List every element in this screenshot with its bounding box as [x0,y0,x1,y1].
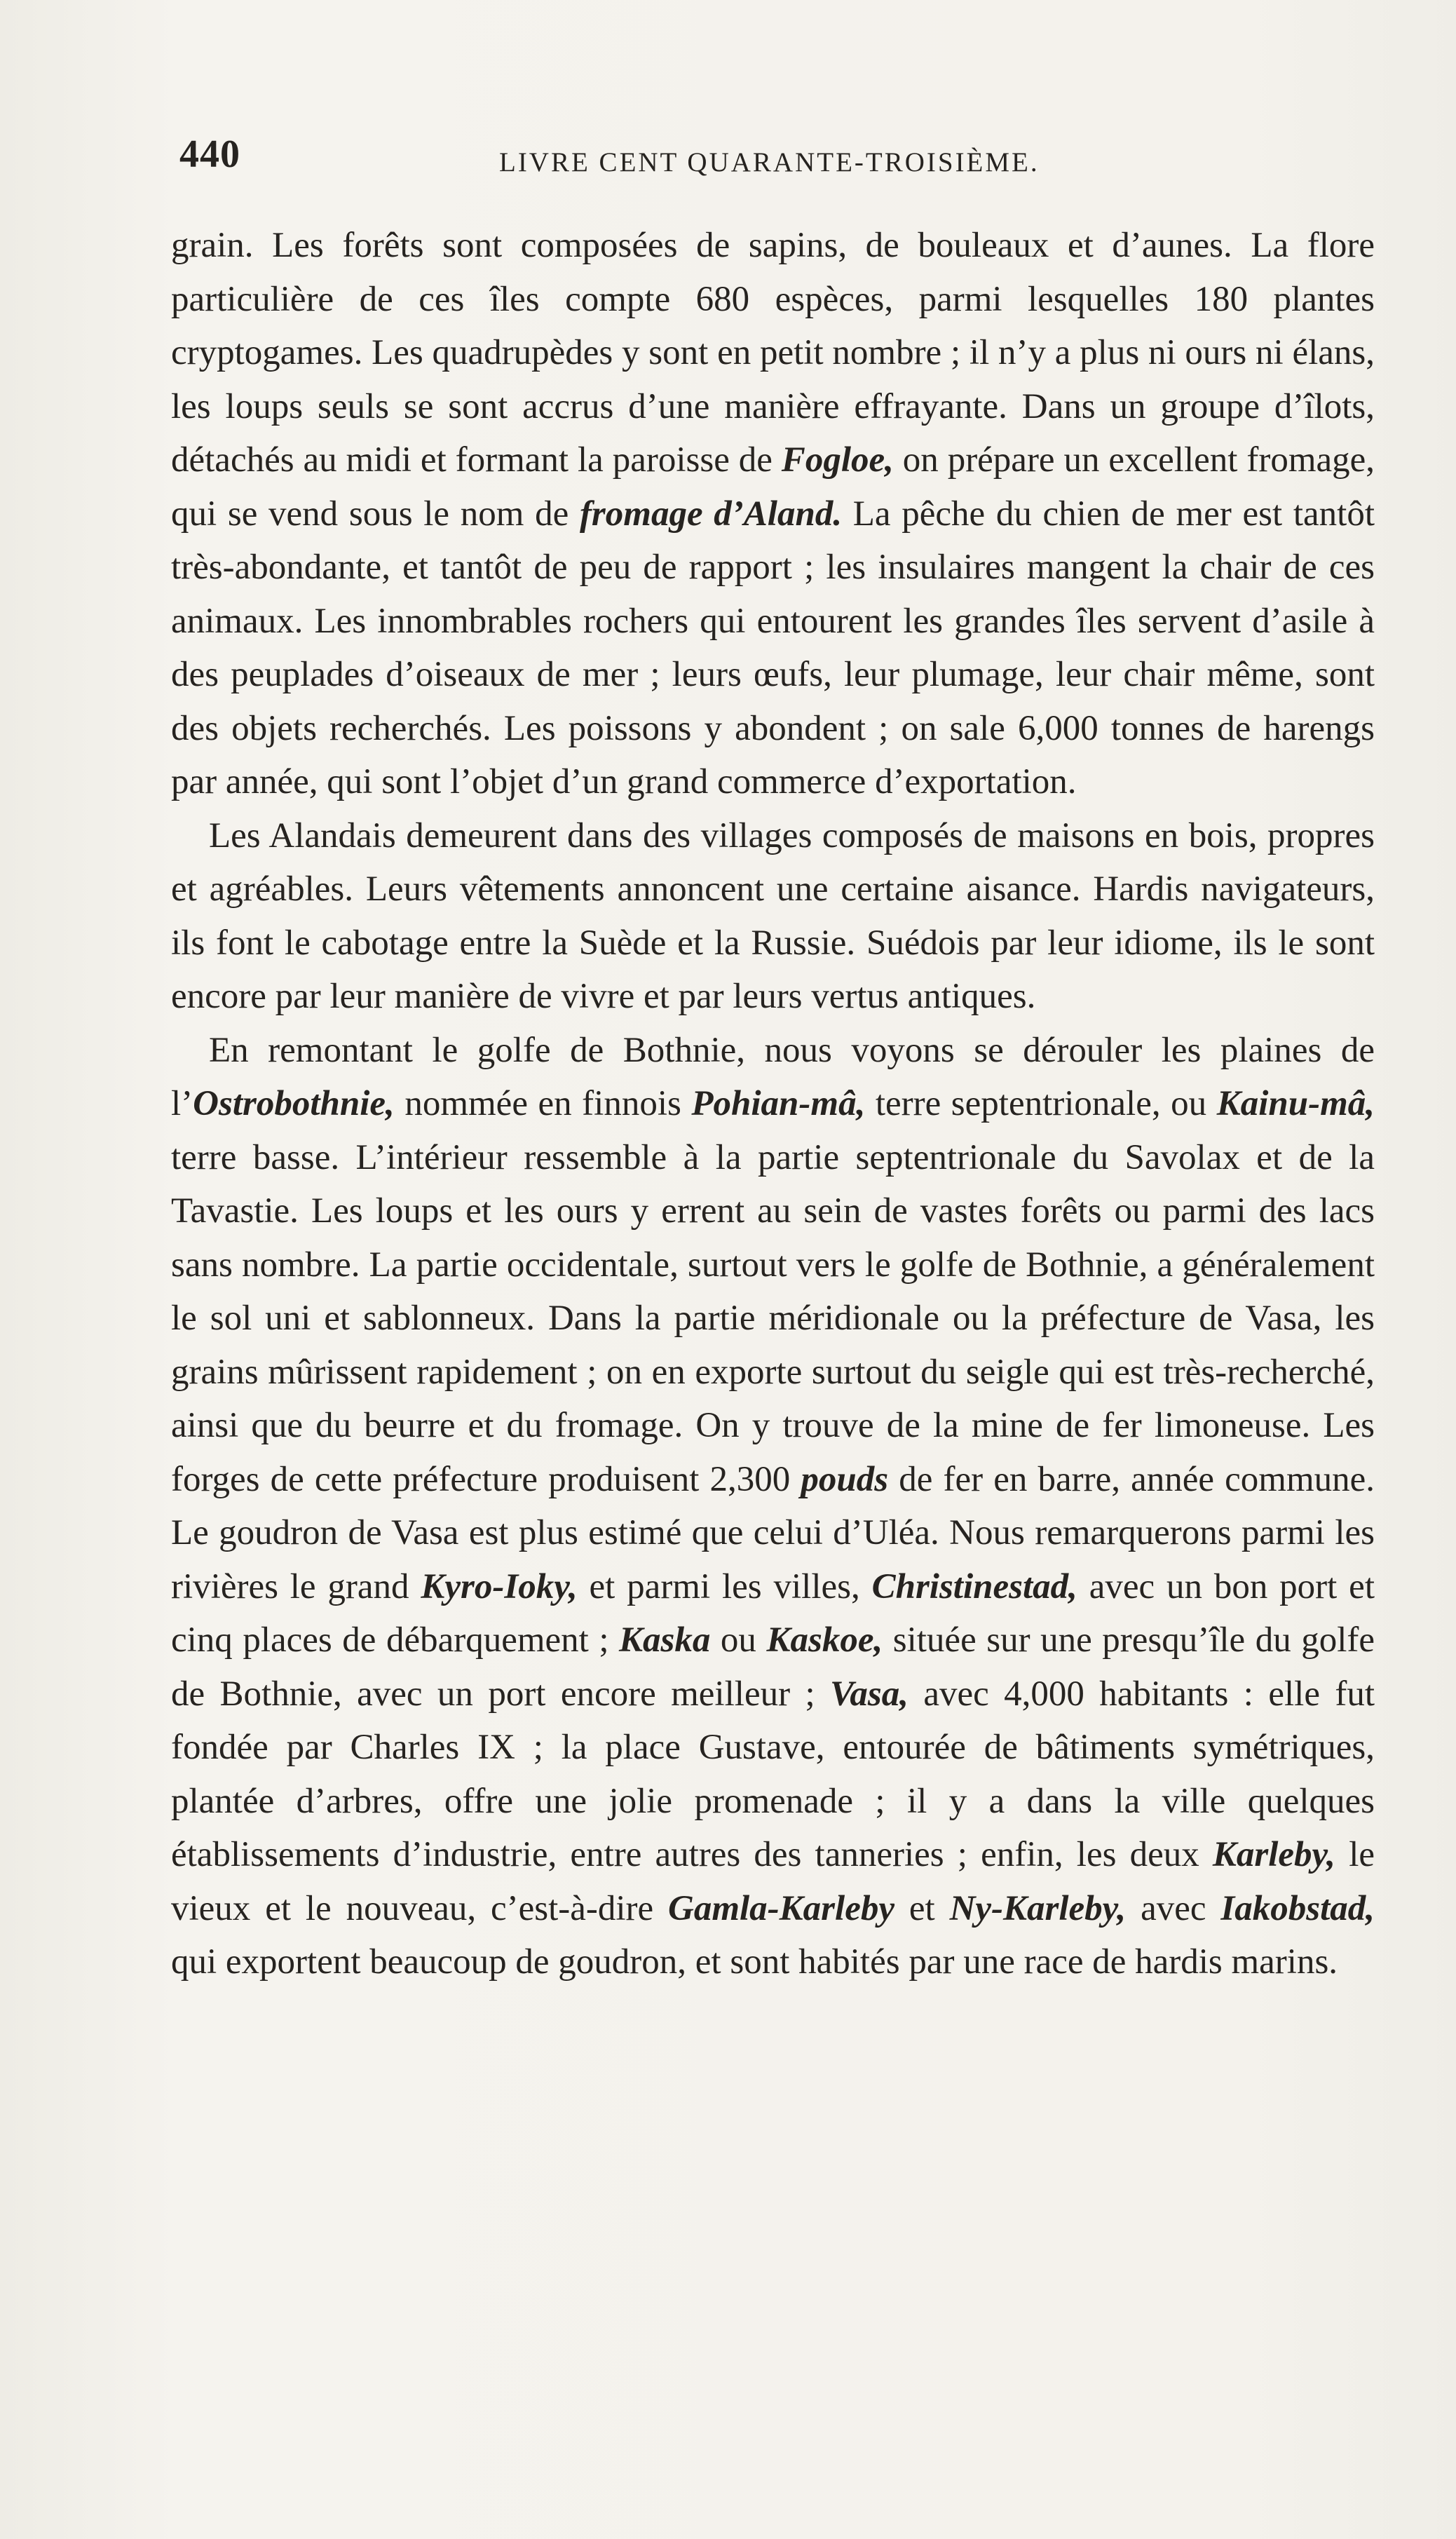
page-number: 440 [179,133,240,176]
italic-term: Kaska [619,1620,711,1660]
text-run: nommée en finnois [394,1084,692,1123]
text-run: La pêche du chien de mer est tantôt très-abondante, et tantôt de peu de rapport ; les insulaires mangent la chair de ces animaux. Les innombrables rochers qui entourent les grandes îles servent d’asile à des peuplades d’oiseaux de mer ; leurs œufs, leur plumage, leur chair même, sont des objets recherchés. Les poissons y abondent ; on sale 6,000 tonnes de harengs par année, qui sont l’objet d’un grand commerce d’exportation. [171,494,1375,801]
paragraph-3 [171,1024,1375,1989]
text-run: grain. Les forêts sont composées de sapins, de bouleaux et d’aunes. La flore particulière de ces îles compte 680 espèces, parmi lesquelles 180 plantes cryptogames. Les quadrupèdes y sont en petit nombre ; il n’y a plus ni ours ni élans, les loups seuls se sont accrus d’une manière effrayante. Dans un groupe d’îlots, détachés au midi et formant la paroisse de [171,226,1375,480]
italic-term: Kaskoe, [766,1620,883,1660]
text-run: avec [1126,1888,1221,1928]
text-run: Les Alandais demeurent dans des villages composés de maisons en bois, propres et agréables. Leurs vêtements annoncent une certaine aisance. Hardis navigateurs, ils font le cabotage entre la Suède et la Russie. Suédois par leur idiome, ils le sont encore par leur manière de vivre et par leurs vertus antiques. [171,815,1375,1016]
italic-term: Iakobstad, [1220,1888,1375,1928]
text-run: terre basse. L’intérieur ressemble à la partie septentrionale du Savolax et de la Tavastie. Les loups et les ours y errent au sein de vastes forêts ou parmi des lacs sans nombre. La partie occidentale, surtout vers le golfe de Bothnie, a généralement le sol uni et sablonneux. Dans la partie méridionale ou la préfecture de Vasa, les grains mûrissent rapidement ; on en exporte surtout du seigle qui est très-recherché, ainsi que du beurre et du fromage. On y trouve de la mine de fer limoneuse. Les forges de cette préfecture produisent 2,300 [171,1137,1375,1499]
body-text [171,219,1375,1989]
text-run: et parmi les villes, [577,1566,872,1606]
italic-term: Vasa, [830,1674,909,1714]
running-title: LIVRE CENT QUARANTE-TROISIÈME. [499,147,1040,177]
italic-term: Pohian-mâ, [691,1084,866,1123]
italic-term: Kainu-mâ, [1216,1084,1375,1123]
italic-term: Kyro-Ioky, [421,1566,578,1606]
italic-term: pouds [801,1459,889,1499]
text-run: avec 4,000 habitants : elle fut fondée par Charles IX ; la place Gustave, entourée de bâtiments symétriques, plantée d’arbres, offre une jolie promenade ; il y a dans la ville quelques établissements d’industrie, entre autres des tanneries ; enfin, les deux [171,1674,1375,1874]
text-run: avec un bon port et cinq places de débarquement ; [171,1566,1375,1660]
italic-term: Ny-Karleby, [949,1888,1127,1928]
text-run: qui exportent beaucoup de goudron, et sont habités par une race de hardis marins. [171,1942,1338,1982]
text-run: située sur une presqu’île du golfe de Bothnie, avec un port encore meilleur ; [171,1620,1375,1714]
italic-term: Christinestad, [871,1566,1077,1606]
text-run: terre septentrionale, ou [865,1084,1217,1123]
italic-term: Karleby, [1212,1835,1336,1874]
paragraph-2 [171,809,1375,1024]
text-run: ou [710,1620,767,1660]
italic-term: Ostrobothnie, [193,1084,395,1123]
paragraph-1 [171,219,1375,809]
text-run: de fer en barre, année commune. Le goudron de Vasa est plus estimé que celui d’Uléa. Nous remarquerons parmi les rivières le grand [171,1459,1375,1606]
italic-term: Fogloe, [781,440,894,480]
italic-term: Gamla-Karleby [668,1888,894,1928]
text-run: et [894,1888,950,1928]
italic-term: fromage d’Aland. [579,494,843,534]
text-run: le vieux et le nouveau, c’est-à-dire [171,1835,1375,1928]
text-run: on prépare un excellent fromage, qui se vend sous le nom de [171,440,1375,534]
text-run: En remontant le golfe de Bothnie, nous voyons se dérouler les plaines de l’ [171,1030,1375,1123]
